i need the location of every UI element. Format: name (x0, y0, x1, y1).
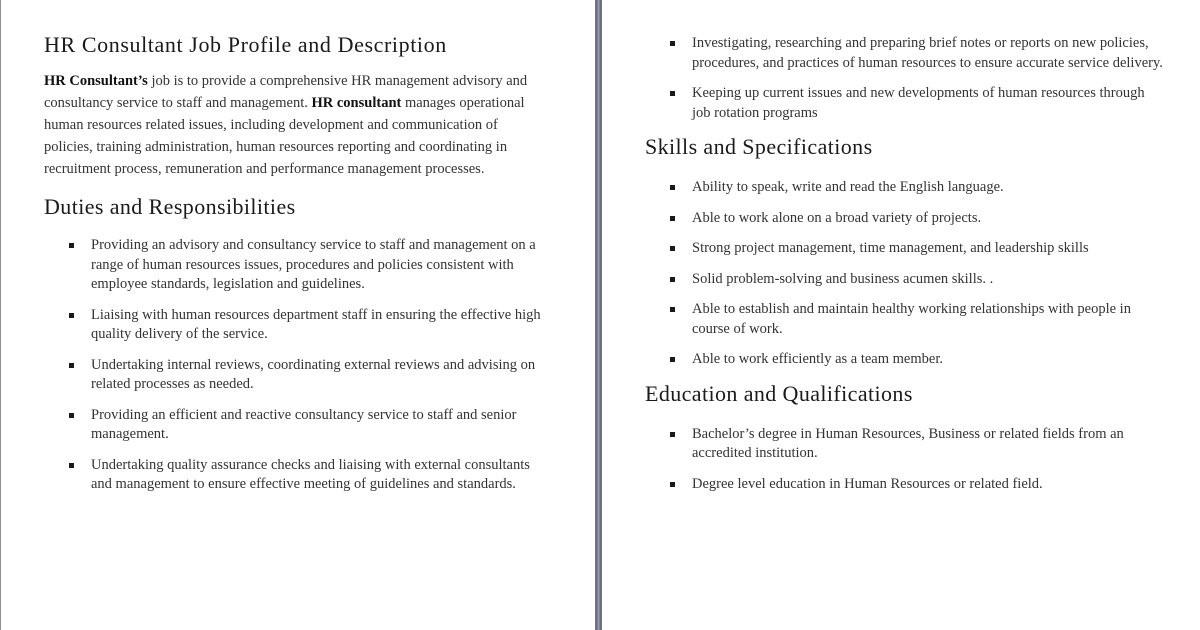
skills-heading: Skills and Specifications (645, 134, 873, 159)
list-item-text: Able to establish and maintain healthy working relationships with people in course of work. (692, 301, 1131, 337)
list-item-text: Liaising with human resources department staff in ensuring the effective high quality delivery of the service. (91, 306, 541, 342)
list-item (645, 350, 1164, 370)
list-item-text: Providing an efficient and reactive consultancy service to staff and senior management. (91, 406, 517, 442)
list-item-text: Solid problem-solving and business acumen skills. . (692, 270, 994, 287)
list-item (44, 356, 553, 395)
list-item-text: Undertaking internal reviews, coordinating external reviews and advising on related processes as needed. (91, 356, 536, 392)
intro-text-2: manages operational human resources related issues, including development and communication of policies, training administration, human resources reporting and coordinating in recruitment process, remuneration and performance management processes. (44, 95, 525, 177)
bullet-icon (69, 243, 74, 248)
bullet-icon (670, 277, 675, 282)
list-item (645, 300, 1164, 339)
intro-paragraph (44, 70, 549, 180)
education-list (645, 425, 1200, 495)
list-item-text: Bachelor’s degree in Human Resources, Business or related fields from an accredited institution. (692, 425, 1124, 461)
bullet-icon (670, 216, 675, 221)
list-item-text: Keeping up current issues and new developments of human resources through job rotation programs (692, 85, 1145, 121)
list-item (645, 239, 1164, 259)
intro-term-hr-consultant: HR consultant (311, 95, 402, 111)
bullet-icon (670, 91, 675, 96)
intro-text-1: job is to provide a comprehensive HR management advisory and consultancy service to staff and management. (44, 73, 528, 111)
list-item-text: Able to work alone on a broad variety of projects. (692, 209, 982, 226)
right-page (601, 0, 1200, 630)
list-item (44, 456, 553, 495)
page-title: HR Consultant Job Profile and Description (44, 32, 447, 57)
education-heading: Education and Qualifications (645, 380, 913, 406)
intro-term-hr-consultants: HR Consultant’s (44, 73, 148, 89)
bullet-icon (69, 363, 74, 368)
list-item (44, 236, 553, 295)
list-item (44, 306, 553, 345)
bullet-icon (670, 41, 675, 46)
list-item-text: Ability to speak, write and read the English language. (692, 179, 1004, 195)
duties-list (44, 236, 595, 495)
bullet-icon (69, 463, 74, 468)
list-item-text: Strong project management, time management, and leadership skills (692, 240, 1089, 256)
bullet-icon (670, 246, 675, 251)
list-item-text: Providing an advisory and consultancy service to staff and management on a range of human resources issues, procedures and policies consistent with employee standards, legislation and guidelines. (91, 237, 536, 292)
list-item (645, 84, 1164, 123)
list-item-text: Degree level education in Human Resources or related field. (692, 475, 1043, 492)
bullet-icon (69, 413, 74, 418)
bullet-icon (670, 357, 675, 362)
bullet-icon (670, 482, 675, 487)
list-item (645, 34, 1164, 73)
list-item-text: Investigating, researching and preparing brief notes or reports on new policies, procedures, and practices of human resources to ensure accurate service delivery. (692, 35, 1163, 71)
list-item (645, 475, 1164, 495)
list-item (645, 209, 1164, 229)
left-page (0, 0, 596, 630)
bullet-icon (670, 307, 675, 312)
list-item-text: Able to work efficiently as a team member. (692, 351, 943, 367)
duties-continued-list (645, 34, 1200, 123)
list-item (44, 406, 553, 445)
list-item (645, 178, 1164, 198)
list-item (645, 270, 1164, 290)
duties-heading: Duties and Responsibilities (44, 194, 296, 219)
bullet-icon (69, 313, 74, 318)
skills-list (645, 178, 1200, 370)
bullet-icon (670, 432, 675, 437)
list-item (645, 425, 1164, 464)
list-item-text: Undertaking quality assurance checks and liaising with external consultants and management to ensure effective meeting of guidelines and standards. (91, 456, 530, 492)
bullet-icon (670, 185, 675, 190)
